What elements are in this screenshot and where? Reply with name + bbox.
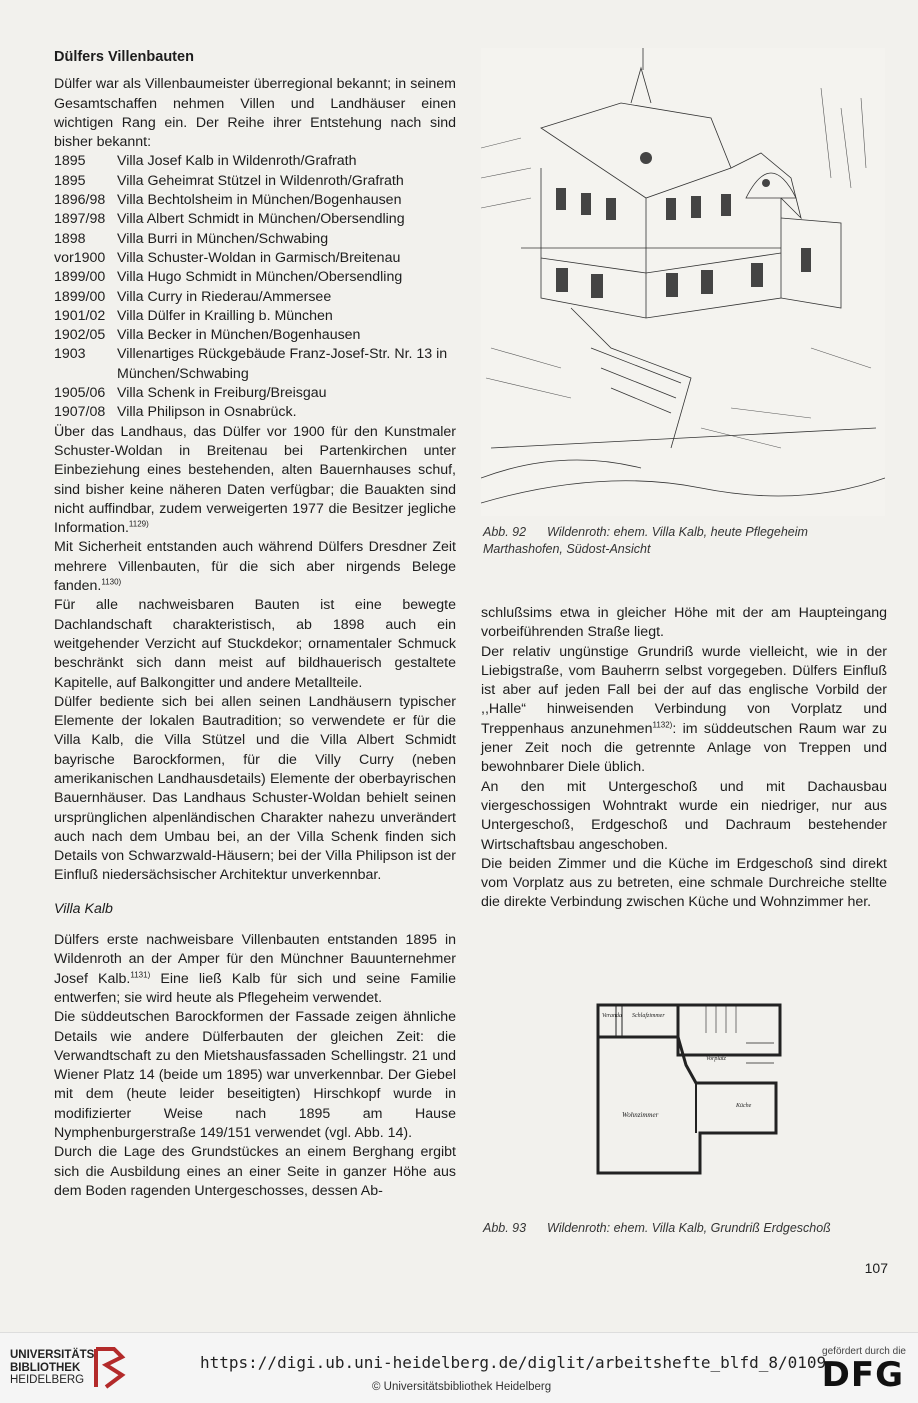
figure-caption-93: Abb. 93 Wildenroth: ehem. Villa Kalb, Grundriß Erdgeschoß xyxy=(483,1221,831,1235)
villa-name: Villa Geheimrat Stützel in Wildenroth/Grafrath xyxy=(117,172,404,189)
villa-year: 1905/06 xyxy=(54,385,106,402)
villa-name: Villa Albert Schmidt in München/Obersendling xyxy=(117,211,405,228)
dfg-logo[interactable]: DFG xyxy=(821,1355,904,1395)
paragraph: An den mit Untergeschoß und mit Dachausbau viergeschossigen Wohntrakt wurde ein niedriger, nur aus Untergeschoß, Erdgeschoß und Dachraum bestehender Wirtschaftsbau angeschoben. xyxy=(481,778,887,853)
svg-text:Veranda: Veranda xyxy=(602,1013,622,1019)
list-item xyxy=(54,384,456,403)
villa-name: Villa Dülfer in Krailling b. München xyxy=(117,307,333,324)
villa-list xyxy=(54,152,456,422)
villa-year: 1901/02 xyxy=(54,307,106,324)
paragraph: Die beiden Zimmer und die Küche im Erdgeschoß sind direkt vom Vorplatz aus zu betreten, eine schmale Durchreiche stellte die direkte Verbindung zwischen Küche und Wohnzimmer her. xyxy=(481,855,887,911)
villa-name: Villa Curry in Riederau/Ammersee xyxy=(117,288,332,305)
dfg-funding-text: gefördert durch die xyxy=(822,1346,906,1357)
subheading-villa-kalb: Villa Kalb xyxy=(54,900,113,917)
villa-name: Villa Josef Kalb in Wildenroth/Grafrath xyxy=(117,153,357,170)
right-column xyxy=(481,604,887,913)
villa-name: Villenartiges Rückgebäude Franz-Josef-Str. Nr. 13 in München/Schwabing xyxy=(117,346,448,382)
paragraph: Die süddeutschen Barockformen der Fassade zeigen ähnliche Details wie andere Dülferbauten der gleichen Zeit: die Verwandtschaft zu den Mietshausfassaden Schellingstr. 21 und Wiener Platz 14 (beide um 1895) war unverkennbar. Der Giebel mit dem (heute leider beseitigten) Hirschkopf wurde in modifizierter Weise nach 1895 am Hause Nymphenburgerstraße 149/151 verwendet (vgl. Abb. 14). xyxy=(54,1009,456,1142)
intro-paragraph: Dülfer war als Villenbaumeister überregional bekannt; in seinem Gesamtschaffen nehmen Villen und Landhäuser einen wichtigen Rang ein. Der Reihe ihrer Entstehung nach sind bisher bekannt: xyxy=(54,76,456,151)
villa-year: 1898 xyxy=(54,230,86,247)
ub-logo-icon xyxy=(92,1345,128,1391)
page-number: 107 xyxy=(864,1260,888,1276)
paragraph: Für alle nachweisbaren Bauten ist eine bewegte Dachlandschaft charakteristisch, ab 1898 auch ein weitgehender Verzicht auf Stuckdekor; ornamentaler Schmuck beschränkt sich dann meist auf bildhauerisch gestaltete Kapitelle, auf Balkongitter und andere Metallteile. xyxy=(54,597,456,691)
villa-name: Villa Bechtolsheim in München/Bogenhausen xyxy=(117,192,402,209)
svg-text:Schlafzimmer: Schlafzimmer xyxy=(632,1013,665,1019)
list-item xyxy=(54,191,456,210)
list-item xyxy=(54,152,456,171)
list-item xyxy=(54,307,456,326)
list-item xyxy=(54,172,456,191)
villa-name: Villa Burri in München/Schwabing xyxy=(117,230,329,247)
footnote-ref[interactable]: 1129) xyxy=(128,519,149,529)
villa-name: Villa Becker in München/Bogenhausen xyxy=(117,327,361,344)
villa-year: vor1900 xyxy=(54,249,106,266)
list-item xyxy=(54,249,456,268)
paragraph: Durch die Lage des Grundstückes an einem Berghang ergibt sich die Ausbildung eines an einer Seite in ganzer Höhe aus dem Boden ragenden Untergeschosses, dessen Ab- xyxy=(54,1144,456,1199)
paragraph: Über das Landhaus, das Dülfer vor 1900 für den Kunstmaler Schuster-Woldan in Breitenau bei Partenkirchen unter Einbeziehung eines bestehenden, alten Bauernhauses schuf, sind bisher keine näheren Daten verfügbar; die Bauakten sind nicht auffindbar, zudem verweigerten 1977 die Besitzer jegliche Information.$^{1129)}$ xyxy=(54,423,456,537)
villa-year: 1895 xyxy=(54,172,86,189)
villa-year: 1897/98 xyxy=(54,211,106,228)
paragraph: Dülfer bediente sich bei allen seinen Landhäusern typischer Elemente der lokalen Bautradition; so verwendete er für die Villa Kalb, die Villa Stützel und die Villa Albert Schmidt bayrische Barockformen, für die Villy Curry (neben amerikanischen Landhausdetails) Elemente der oberbayrischen Bauernhäuser. Das Landhaus Schuster-Woldan behielt seinen ursprünglichen alpenländischen Charakter nahezu unverändert auch nach dem Umbau bei, an der Villa Schenk finden sich Details von Schwarzwald-Häusern; bei der Villa Philipson ist der Einfluß niedersächsischer Architektur unverkennbar. xyxy=(54,693,456,884)
footnote-ref[interactable]: 1132) xyxy=(652,720,673,730)
villa-year: 1899/00 xyxy=(54,269,106,286)
paragraph: Der relativ ungünstige Grundriß wurde vielleicht, wie in der Liebigstraße, vom Bauherrn selbst vorgegeben. Dülfers Einfluß ist aber auf jeden Fall bei der auf das englische Vorbild der ,,Halle“ hinweisenden Verbindung von Vorplatz und Treppenhaus anzunehmen$^{1132)}$: im süddeutschen Raum war zu jener Zeit noch die getrennte Anlage von Treppen und bewohnbarer Diele üblich. xyxy=(481,643,887,776)
villa-name: Villa Philipson in Osnabrück. xyxy=(117,404,297,421)
villa-kalb-illustration xyxy=(481,48,885,516)
list-item xyxy=(54,345,456,384)
villa-year: 1896/98 xyxy=(54,192,106,209)
list-item xyxy=(54,230,456,249)
villa-name: Villa Schuster-Woldan in Garmisch/Breitenau xyxy=(117,249,401,266)
list-item xyxy=(54,268,456,287)
villa-year: 1895 xyxy=(54,153,86,170)
section-heading: Dülfers Villenbauten xyxy=(54,49,194,65)
permalink-url[interactable]: https://digi.ub.uni-heidelberg.de/diglit/arbeitshefte_blfd_8/0109 xyxy=(200,1353,827,1372)
villa-year: 1899/00 xyxy=(54,288,106,305)
villa-year: 1902/05 xyxy=(54,327,106,344)
figure-caption-92: Abb. 92 Wildenroth: ehem. Villa Kalb, heute Pflegeheim Marthashofen, Südost-Ansicht xyxy=(483,525,808,556)
paragraph: schlußsims etwa in gleicher Höhe mit der am Haupteingang vorbeiführenden Straße liegt. xyxy=(481,605,887,641)
svg-text:Wohnzimmer: Wohnzimmer xyxy=(622,1111,659,1119)
copyright-text: © Universitätsbibliothek Heidelberg xyxy=(372,1381,552,1393)
footnote-ref[interactable]: 1131) xyxy=(130,969,151,979)
villa-year: 1903 xyxy=(54,346,86,363)
svg-text:Küche: Küche xyxy=(736,1103,752,1109)
list-item xyxy=(54,403,456,422)
footnote-ref[interactable]: 1130) xyxy=(101,577,122,587)
villa-name: Villa Schenk in Freiburg/Breisgau xyxy=(117,385,327,402)
list-item xyxy=(54,288,456,307)
list-item xyxy=(54,326,456,345)
villa-year: 1907/08 xyxy=(54,404,106,421)
footer-bar xyxy=(0,1332,918,1403)
paragraph: Dülfers erste nachweisbare Villenbauten entstanden 1895 in Wildenroth an der Amper für den Münchner Bauunternehmer Josef Kalb.$^{1131)}$ Eine ließ Kalb für sich und seine Familie entwerfen; sie wird heute als Pflegeheim verwendet. xyxy=(54,932,456,1006)
ub-heidelberg-logo-text[interactable]: UNIVERSITÄTS- BIBLIOTHEK HEIDELBERG xyxy=(10,1349,99,1386)
svg-text:Vorplatz: Vorplatz xyxy=(706,1056,727,1062)
list-item xyxy=(54,210,456,229)
left-column xyxy=(54,48,456,1201)
floor-plan-drawing xyxy=(596,1003,782,1175)
paragraph: Mit Sicherheit entstanden auch während Dülfers Dresdner Zeit mehrere Villenbauten, für die sich aber nirgends Belege fanden.$^{1130)}$ xyxy=(54,539,456,595)
villa-name: Villa Hugo Schmidt in München/Obersendling xyxy=(117,269,403,286)
